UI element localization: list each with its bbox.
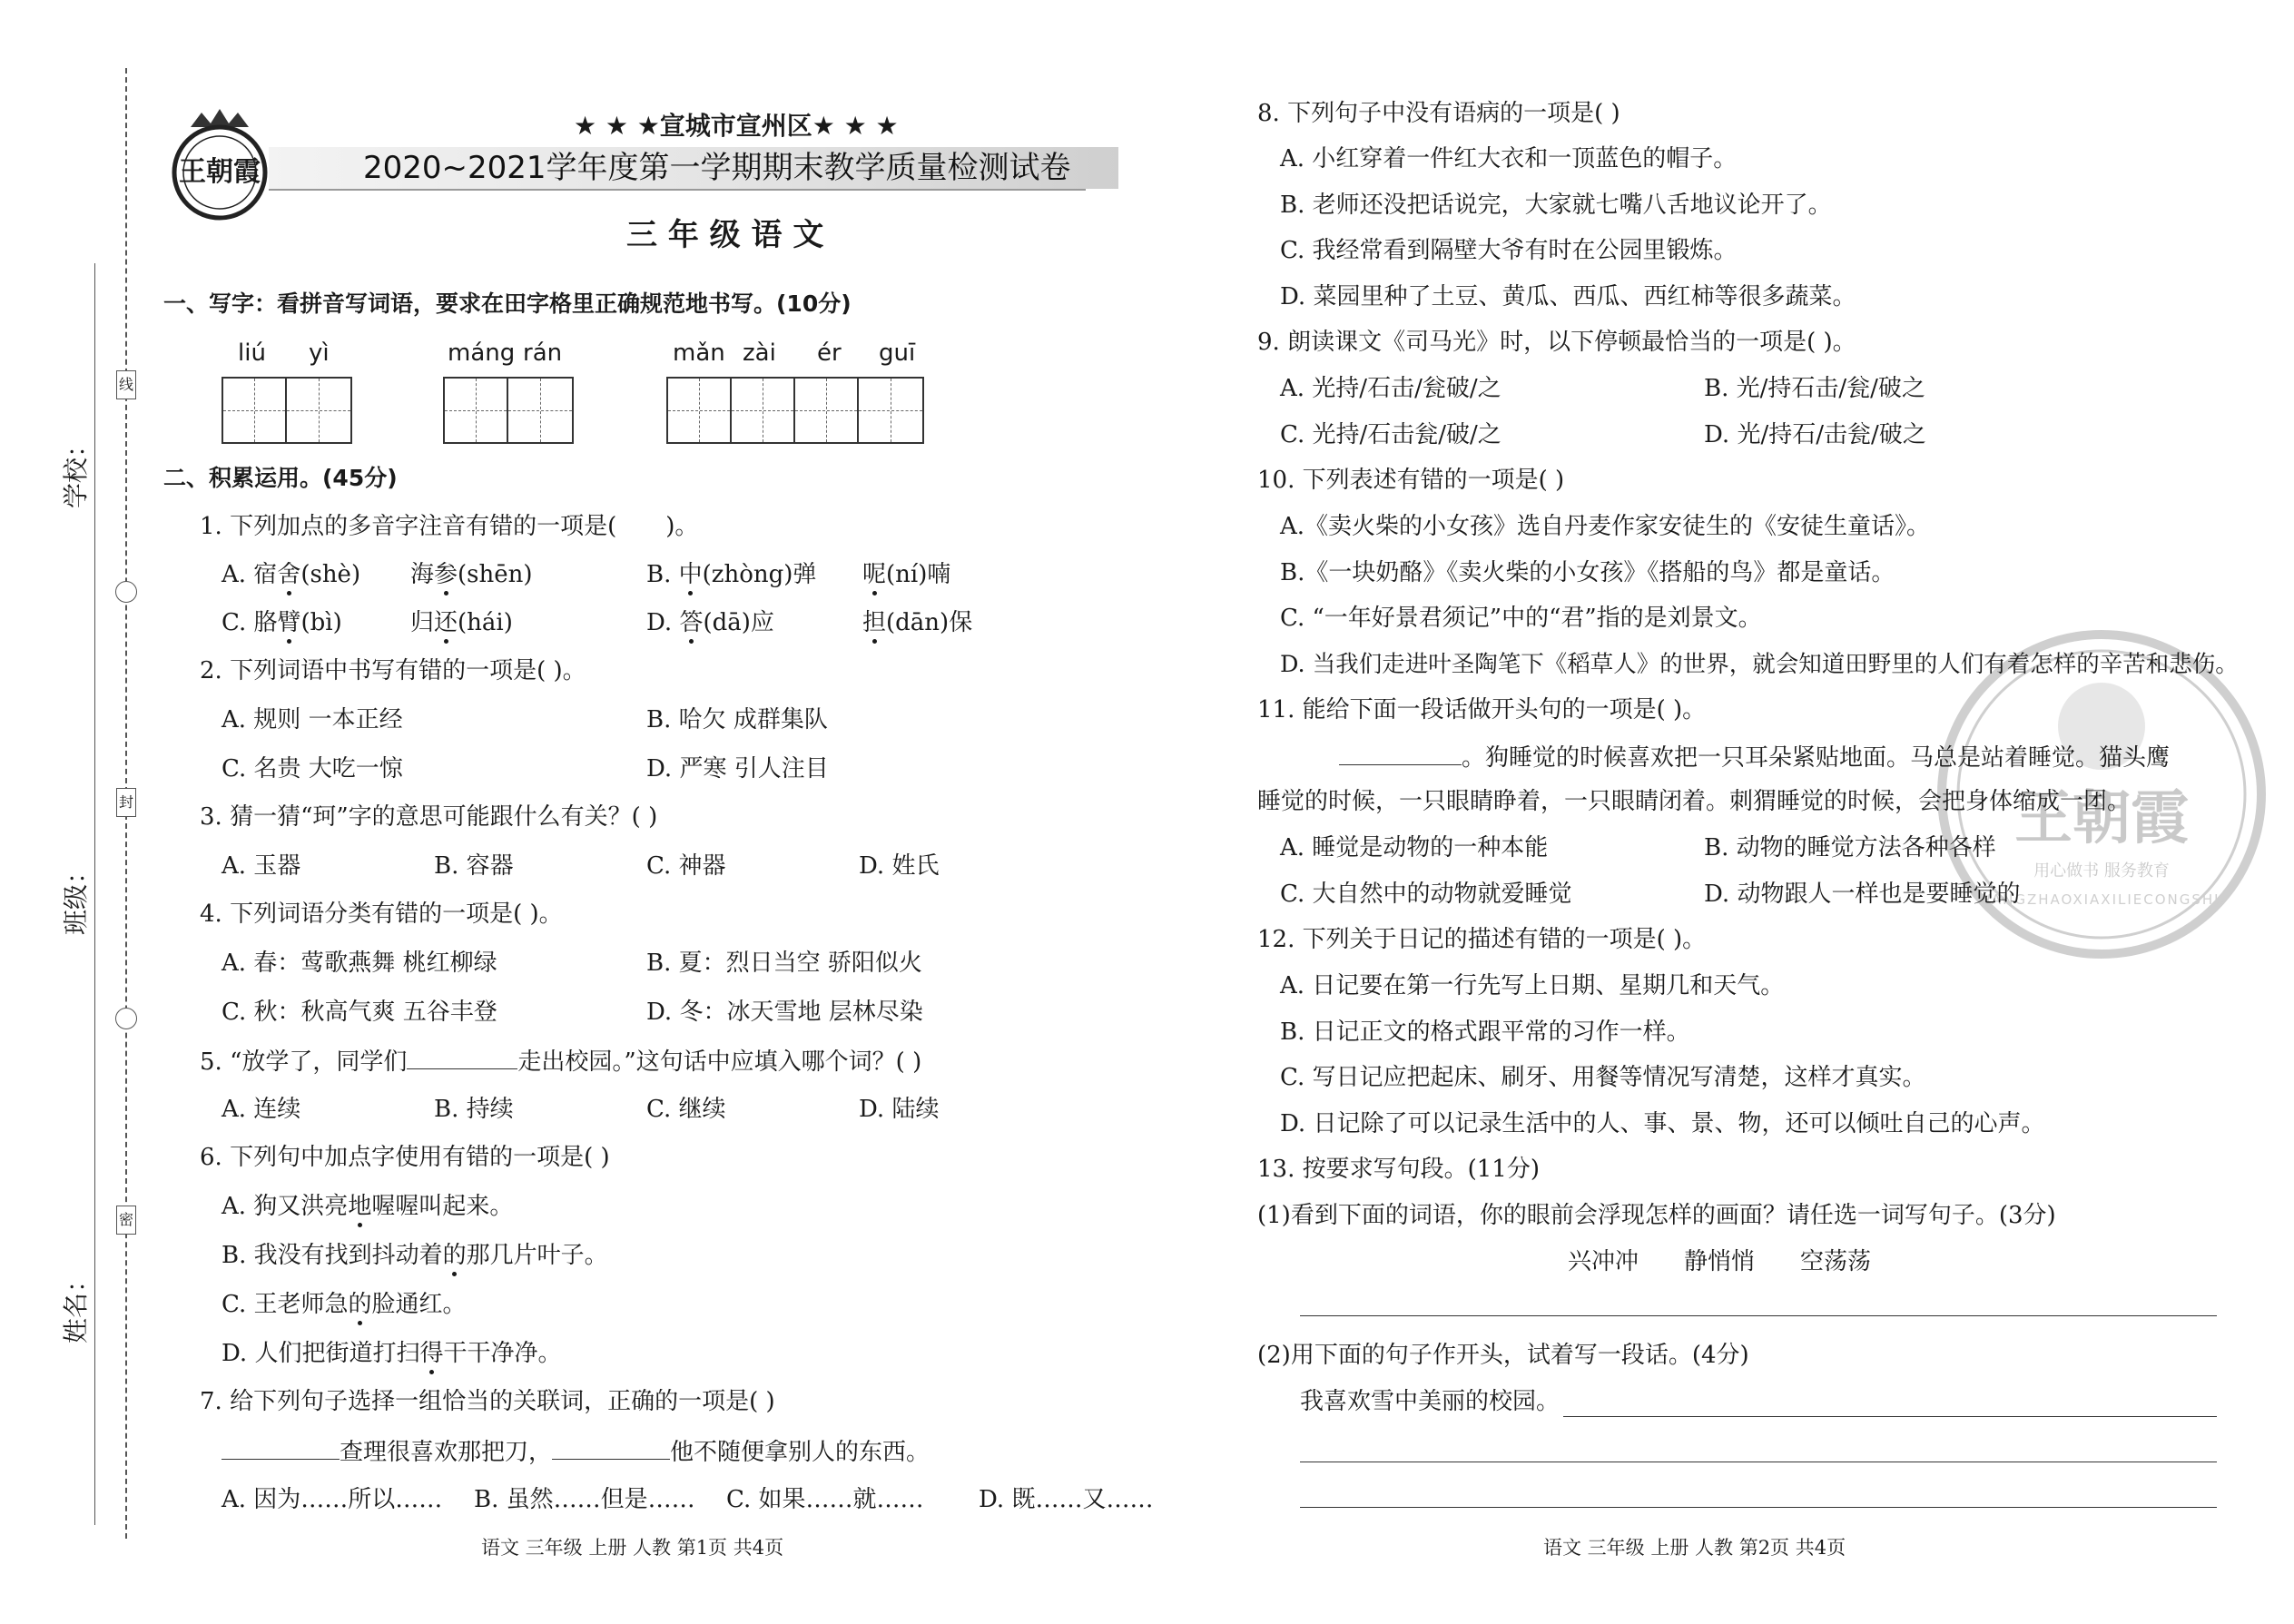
q9-option-b[interactable]: B. 光/持石击/瓮/破之 bbox=[1704, 375, 1925, 402]
q8-option-b[interactable]: B. 老师还没把话说完，大家就七嘴八舌地议论开了。 bbox=[1280, 192, 1832, 219]
binding-ornament bbox=[115, 581, 137, 603]
pinyin: mǎn bbox=[673, 340, 725, 367]
q10-stem: 10. 下列表述有错的一项是( ) bbox=[1257, 467, 1565, 494]
mark-xian: 线 bbox=[116, 370, 136, 399]
q12-option-d[interactable]: D. 日记除了可以记录生活中的人、事、景、物，还可以倾吐自己的心声。 bbox=[1280, 1110, 2045, 1137]
q9-option-a[interactable]: A. 光持/石击/瓮破/之 bbox=[1280, 375, 1501, 402]
q2-option-b[interactable]: B. 哈欠 成群集队 bbox=[646, 706, 828, 733]
q12-stem: 12. 下列关于日记的描述有错的一项是( )。 bbox=[1257, 926, 1707, 953]
q8-stem: 8. 下列句子中没有语病的一项是( ) bbox=[1257, 100, 1620, 127]
q4-option-d[interactable]: D. 冬：冰天雪地 层林尽染 bbox=[646, 999, 923, 1026]
q13-word: 空荡荡 bbox=[1800, 1248, 1872, 1275]
q4-option-a[interactable]: A. 春：莺歌燕舞 桃红柳绿 bbox=[222, 950, 497, 977]
q7-sentence: 查理很喜欢那把刀， 他不随便拿别人的东西。 bbox=[222, 1435, 930, 1468]
q5-option-a[interactable]: A. 连续 bbox=[222, 1096, 301, 1123]
q8-option-a[interactable]: A. 小红穿着一件红大衣和一顶蓝色的帽子。 bbox=[1280, 145, 1738, 172]
q12-option-a[interactable]: A. 日记要在第一行先写上日期、星期几和天气。 bbox=[1280, 972, 1785, 999]
q9-option-d[interactable]: D. 光/持石/击瓮/破之 bbox=[1704, 421, 1926, 448]
q6-option-a[interactable]: A. 狗又洪亮地喔喔叫起来。 bbox=[222, 1193, 514, 1220]
q6-stem: 6. 下列句中加点字使用有错的一项是( ) bbox=[200, 1144, 610, 1171]
q12-option-b[interactable]: B. 日记正文的格式跟平常的习作一样。 bbox=[1280, 1019, 1690, 1046]
q4-stem: 4. 下列词语分类有错的一项是( )。 bbox=[200, 901, 563, 928]
name-label: 姓名： bbox=[61, 1266, 91, 1343]
footer-right: 语文 三年级 上册 人教 第2页 共4页 bbox=[1543, 1537, 1846, 1559]
binding-solid-line bbox=[94, 263, 95, 1525]
tianzige-cell[interactable] bbox=[732, 379, 795, 442]
district-title: ★ ★ ★宣城市宣州区★ ★ ★ bbox=[574, 111, 899, 141]
q13-word: 静悄悄 bbox=[1684, 1248, 1756, 1275]
q5-option-b[interactable]: B. 持续 bbox=[434, 1096, 514, 1123]
tianzige-grid-2[interactable] bbox=[443, 377, 574, 444]
mark-feng: 封 bbox=[116, 788, 136, 817]
q10-option-d[interactable]: D. 当我们走进叶圣陶笔下《稻草人》的世界，就会知道田野里的人们有着怎样的辛苦和悲伤。 bbox=[1280, 651, 2239, 678]
q3-stem: 3. 猜一猜“珂”字的意思可能跟什么有关？( ) bbox=[200, 803, 658, 831]
tianzige-grid-1[interactable] bbox=[222, 377, 352, 444]
q6-option-b[interactable]: B. 我没有找到抖动着的那几片叶子。 bbox=[222, 1242, 608, 1269]
q2-option-d[interactable]: D. 严寒 引人注目 bbox=[646, 755, 829, 782]
q7-option-b[interactable]: B. 虽然……但是…… bbox=[474, 1486, 695, 1513]
tianzige-cell[interactable] bbox=[668, 379, 732, 442]
q3-option-c[interactable]: C. 神器 bbox=[646, 852, 726, 880]
section1-heading: 一、写字：看拼音写词语，要求在田字格里正确规范地书写。(10分) bbox=[163, 290, 852, 317]
pinyin: guī bbox=[879, 340, 916, 367]
exam-title: 2020~2021学年度第一学期期末教学质量检测试卷 bbox=[363, 150, 1071, 186]
pinyin: yì bbox=[309, 340, 330, 367]
q13-stem: 13. 按要求写句段。(11分) bbox=[1257, 1156, 1540, 1183]
tianzige-grid-3[interactable] bbox=[666, 377, 924, 444]
q5-blank[interactable] bbox=[407, 1045, 517, 1069]
pinyin: zài bbox=[743, 340, 776, 367]
q7-stem: 7. 给下列句子选择一组恰当的关联词，正确的一项是( ) bbox=[200, 1388, 775, 1415]
q13-answer-line-1[interactable] bbox=[1300, 1315, 2217, 1316]
q6-option-d[interactable]: D. 人们把街道打扫得干干净净。 bbox=[222, 1340, 562, 1367]
q11-option-a[interactable]: A. 睡觉是动物的一种本能 bbox=[1280, 834, 1549, 861]
q9-option-c[interactable]: C. 光持/石击瓮/破/之 bbox=[1280, 421, 1501, 448]
q11-blank[interactable] bbox=[1339, 741, 1462, 765]
school-label: 学校： bbox=[61, 431, 91, 508]
section2-heading: 二、积累运用。(45分) bbox=[163, 465, 398, 491]
q1-option-d[interactable]: D. 答(dā)应 bbox=[646, 609, 774, 636]
header-ribbon-bottom bbox=[269, 189, 1086, 191]
q1-option-a2: 海参(shēn) bbox=[410, 561, 533, 588]
q11-option-c[interactable]: C. 大自然中的动物就爱睡觉 bbox=[1280, 881, 1572, 908]
q10-option-a[interactable]: A.《卖火柴的小女孩》选自丹麦作家安徒生的《安徒生童话》。 bbox=[1280, 513, 1931, 540]
q10-option-c[interactable]: C. “一年好景君须记”中的“君”指的是刘景文。 bbox=[1280, 605, 1762, 632]
q11-paragraph-line1: 。狗睡觉的时候喜欢把一只耳朵紧贴地面。马总是站着睡觉。猫头鹰 bbox=[1339, 741, 2170, 773]
q4-option-c[interactable]: C. 秋：秋高气爽 五谷丰登 bbox=[222, 999, 497, 1026]
q13-word: 兴冲冲 bbox=[1568, 1248, 1639, 1275]
q5-option-c[interactable]: C. 继续 bbox=[646, 1096, 726, 1123]
mark-mi: 密 bbox=[116, 1206, 136, 1235]
tianzige-cell[interactable] bbox=[287, 379, 350, 442]
q7-blank-1[interactable] bbox=[222, 1435, 340, 1460]
watermark-name: 王朝霞 bbox=[2014, 784, 2189, 852]
logo-badge bbox=[171, 107, 269, 223]
q12-option-c[interactable]: C. 写日记应把起床、刷牙、用餐等情况写清楚，这样才真实。 bbox=[1280, 1064, 1926, 1091]
q1-option-a[interactable]: A. 宿舍(shè) bbox=[222, 561, 361, 588]
q7-option-a[interactable]: A. 因为……所以…… bbox=[222, 1486, 443, 1513]
q2-option-a[interactable]: A. 规则 一本正经 bbox=[222, 706, 403, 733]
q4-option-b[interactable]: B. 夏：烈日当空 骄阳似火 bbox=[646, 950, 922, 977]
q11-paragraph-line2: 睡觉的时候，一只眼睛睁着，一只眼睛闭着。刺猬睡觉的时候，会把身体缩成一团。 bbox=[1257, 788, 2132, 815]
watermark-slogan: 用心做书 服务教育 bbox=[2033, 861, 2170, 881]
tianzige-cell[interactable] bbox=[445, 379, 508, 442]
pinyin: ér bbox=[817, 340, 842, 367]
q5-option-d[interactable]: D. 陆续 bbox=[859, 1096, 940, 1123]
footer-left: 语文 三年级 上册 人教 第1页 共4页 bbox=[481, 1537, 784, 1559]
q1-stem: 1. 下列加点的多音字注音有错的一项是( )。 bbox=[200, 513, 699, 540]
q6-option-c[interactable]: C. 王老师急的脸通红。 bbox=[222, 1291, 467, 1318]
q11-option-b[interactable]: B. 动物的睡觉方法各种各样 bbox=[1704, 834, 1996, 861]
q3-option-d[interactable]: D. 姓氏 bbox=[859, 852, 940, 880]
q13-answer-line-2[interactable] bbox=[1563, 1416, 2217, 1417]
q9-stem: 9. 朗读课文《司马光》时，以下停顿最恰当的一项是( )。 bbox=[1257, 329, 1856, 356]
logo-text: 王朝霞 bbox=[179, 156, 261, 188]
q3-option-a[interactable]: A. 玉器 bbox=[222, 852, 301, 880]
tianzige-cell[interactable] bbox=[795, 379, 859, 442]
q10-option-b[interactable]: B.《一块奶酪》《卖火柴的小女孩》《搭船的鸟》都是童话。 bbox=[1280, 559, 1895, 586]
q1-option-c2: 归还(hái) bbox=[410, 609, 513, 636]
q2-option-c[interactable]: C. 名贵 大吃一惊 bbox=[222, 755, 403, 782]
q1-option-c[interactable]: C. 胳臂(bì) bbox=[222, 609, 342, 636]
q8-option-c[interactable]: C. 我经常看到隔壁大爷有时在公园里锻炼。 bbox=[1280, 237, 1738, 264]
q13-answer-line-4[interactable] bbox=[1300, 1507, 2217, 1508]
q13-part2: (2)用下面的句子作开头，试着写一段话。(4分) bbox=[1257, 1342, 1749, 1369]
q13-part2-start: 我喜欢雪中美丽的校园。 bbox=[1300, 1388, 1561, 1415]
q11-option-d[interactable]: D. 动物跟人一样也是要睡觉的 bbox=[1704, 881, 2021, 908]
pinyin: máng bbox=[448, 340, 516, 367]
q11-stem: 11. 能给下面一段话做开头句的一项是( )。 bbox=[1257, 696, 1707, 723]
q1-option-b[interactable]: B. 中(zhòng)弹 bbox=[646, 561, 817, 588]
q13-part1: (1)看到下面的词语，你的眼前会浮现怎样的画面？请任选一词写句子。(3分) bbox=[1257, 1202, 2056, 1229]
class-label: 班级： bbox=[61, 858, 91, 935]
pinyin: liú bbox=[238, 340, 266, 367]
q2-stem: 2. 下列词语中书写有错的一项是( )。 bbox=[200, 657, 586, 684]
tianzige-cell[interactable] bbox=[223, 379, 287, 442]
tianzige-cell[interactable] bbox=[508, 379, 572, 442]
q7-option-c[interactable]: C. 如果……就…… bbox=[726, 1486, 924, 1513]
pinyin: rán bbox=[523, 340, 563, 367]
q1-option-b2: 呢(ní)喃 bbox=[862, 561, 951, 588]
subject-title: 三 年 级 语 文 bbox=[626, 217, 824, 253]
watermark-pinyin: WANGZHAOXIAXILIECONGSHU bbox=[1976, 891, 2227, 908]
q1-option-d2: 担(dān)保 bbox=[862, 609, 973, 636]
q8-option-d[interactable]: D. 菜园里种了土豆、黄瓜、西瓜、西红柿等很多蔬菜。 bbox=[1280, 283, 1856, 310]
q5-stem: 5. “放学了，同学们 走出校园。”这句话中应填入哪个词？( ) bbox=[200, 1045, 921, 1078]
q7-blank-2[interactable] bbox=[552, 1435, 670, 1460]
binding-ornament bbox=[115, 1008, 137, 1029]
q3-option-b[interactable]: B. 容器 bbox=[434, 852, 514, 880]
tianzige-cell[interactable] bbox=[859, 379, 922, 442]
q7-option-d[interactable]: D. 既……又…… bbox=[979, 1486, 1154, 1513]
